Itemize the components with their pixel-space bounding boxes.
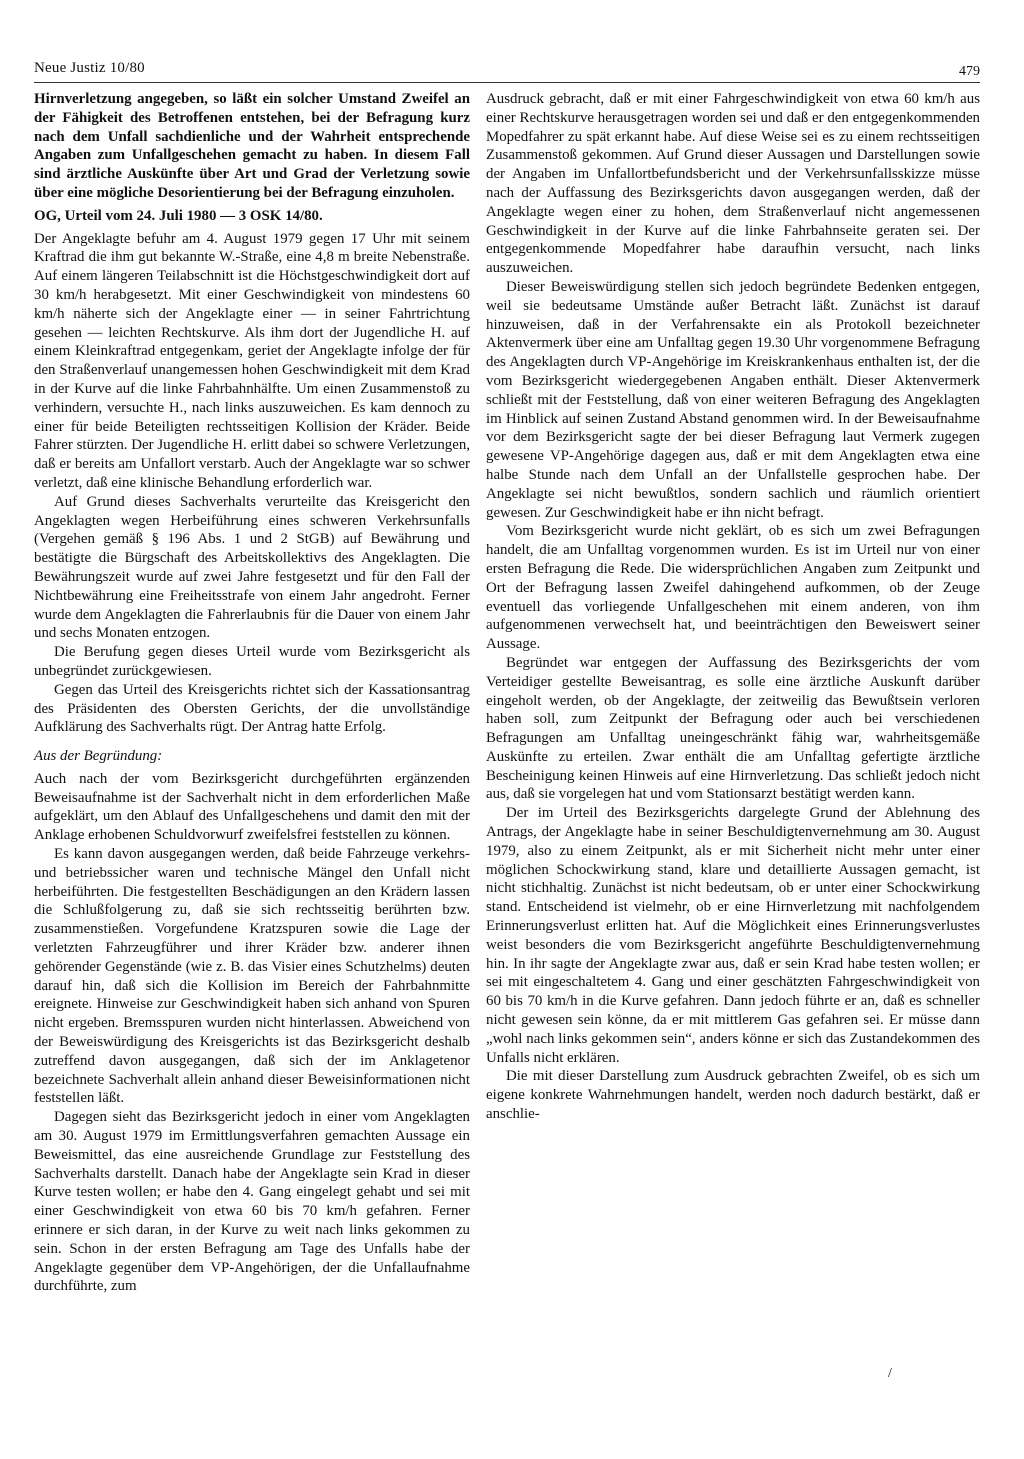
reasoning-paragraph: Der im Urteil des Bezirksgerichts dargelegte Grund der Ablehnung des Antrags, der Angeklagte habe in seiner Beschuldigtenvernehmung am 30. August 1979, also zu einem Zeitpunkt, als er mit Sicherheit nicht mehr unter einer möglichen Schockwirkung stand, klare und detaillierte Aussagen gemacht, ist nicht stichhaltig. Zunächst ist nicht bedeutsam, ob er unter einer Schockwirkung stand. Entscheidend ist vielmehr, ob er eine Hirnverletzung mit nachfolgendem Erinnerungsverlust erlitten hat. Auf die Möglichkeit eines Erinnerungsverlustes weist besonders die vom Bezirksgericht angeführte Beschuldigtenvernehmung hin. In ihr sagte der Angeklagte zwar aus, daß er sein Krad habe testen wollen; er sei mit eingeschaltetem 4. Gang und einer geschätzten Fahrgeschwindigkeit von 60 bis 70 km/h in die Kurve gefahren. Dann jedoch führte er an, daß es schneller nicht gewesen sein könne, da er mit mittlerem Gas gefahren sei. Er müsse dann „wohl nach links gekommen sein“, anders könne er sich das Zustandekommen des Unfalls nicht erklären.	[486, 805, 980, 1066]
facts-paragraph: Der Angeklagte befuhr am 4. August 1979 gegen 17 Uhr mit seinem Kraftrad die ihm gut bekannte W.-Straße, eine 4,8 m breite Nebenstraße. Auf einem längeren Teilabschnitt ist die Höchstgeschwindigkeit dort auf 30 km/h herabgesetzt. Mit einer Geschwindigkeit von mindestens 60 km/h näherte sich der Angeklagte einer — in seiner Fahrtrichtung gesehen — leichten Rechtskurve. Als ihm dort der Jugendliche H. auf einem Kleinkraftrad entgegenkam, geriet der Angeklagte infolge der für den Straßenverlauf unangemessen hohen Geschwindigkeit mit dem Krad in der Kurve auf die linke Fahrbahnhälfte. Um einen Zusammenstoß zu verhindern, versuchte H., nach links auszuweichen. Es kam dennoch zu einer für beide Beteiligten rechtsseitigen Kollision der Kräder. Beide Fahrer stürzten. Der Jugendliche H. erlitt dabei so schwere Verletzungen, daß er bereits am Unfallort verstarb. Auch der Angeklagte war so schwer verletzt, daß eine klinische Behandlung erforderlich war.	[34, 230, 470, 491]
court-citation: OG, Urteil vom 24. Juli 1980 — 3 OSK 14/80.	[34, 207, 323, 224]
reasoning-paragraph: Ausdruck gebracht, daß er mit einer Fahrgeschwindigkeit von etwa 60 km/h aus einer Rechtskurve herausgetragen worden sei und daß er den entgegenkommenden Mopedfahrer zu spät erkannt habe. Auf diese Weise sei es zu einem rechtsseitigen Zusammenstoß gekommen. Auf Grund dieser Aussagen und Darstellungen sowie der Angaben im Unfallortbefundsbericht und der Verkehrsunfallsskizze müsse nach der Auffassung des Bezirksgerichts davon ausgegangen werden, daß der Angeklagte wegen einer zu hohen, dem Straßenverlauf nicht angemessenen Geschwindigkeit in der Kurve auf die linke Fahrbahnseite geraten sei. Der entgegenkommende Mopedfahrer habe daraufhin versucht, nach links auszuweichen.	[486, 91, 980, 277]
margin-mark: /	[888, 1366, 892, 1381]
section-heading: Aus der Begründung:	[34, 748, 163, 765]
page-number: 479	[959, 64, 980, 79]
reasoning-paragraph: Vom Bezirksgericht wurde nicht geklärt, ob es sich um zwei Befragungen handelt, die am Unfalltag vorgenommen wurden. Es ist im Urteil nur von einer ersten Befragung die Rede. Die widersprüchlichen Angaben zum Zeitpunkt und Ort der Befragung lassen Zweifel dahingehend aufkommen, ob der Zeuge eventuell das vorliegende Unfallgeschehen mit einem anderen, von ihm aufgenommenen verwechselt hat, und beeinträchtigen den Beweiswert seiner Aussage.	[486, 523, 980, 653]
left-column	[34, 90, 470, 1296]
right-column	[486, 90, 980, 1124]
header-rule	[34, 82, 980, 83]
reasoning-paragraph: Es kann davon ausgegangen werden, daß beide Fahrzeuge verkehrs- und betriebssicher waren und technische Mängel den Unfall nicht herbeiführten. Die festgestellten Beschädigungen an den Krädern lassen die Schlußfolgerung zu, daß sie sich rechtsseitig berührten bzw. zusammenstießen. Vorgefundene Kratzspuren sowie die Lage der verletzten Fahrzeugführer und ihrer Kräder bzw. anderer ihnen gehörender Gegenstände (wie z. B. das Visier eines Schutzhelms) deuten darauf hin, daß sich die Kollision im Bereich der Fahrbahnmitte ereignete. Hinweise zur Geschwindigkeit haben sich anhand von Spuren nicht ergeben. Bremsspuren wurden nicht hinterlassen. Abweichend von der Beweiswürdigung des Kreisgerichts ist das Bezirksgericht deshalb zutreffend davon ausgegangen, daß sich der im Anklagetenor bezeichnete Sachverhalt allein anhand dieser Beweisinformationen nicht feststellen läßt.	[34, 846, 470, 1107]
facts-paragraph: Auf Grund dieses Sachverhalts verurteilte das Kreisgericht den Angeklagten wegen Herbeiführung eines schweren Verkehrsunfalls (Vergehen gemäß § 196 Abs. 1 und 2 StGB) auf Bewährung und bestätigte die Bürgschaft des Arbeitskollektivs des Angeklagten. Die Bewährungszeit wurde auf zwei Jahre festgesetzt und für den Fall der Nichtbewährung eine Freiheitsstrafe von einem Jahr angedroht. Ferner wurde dem Angeklagten die Fahrerlaubnis für die Dauer von einem Jahr und sechs Monaten entzogen.	[34, 493, 470, 642]
reasoning-paragraph: Die mit dieser Darstellung zum Ausdruck gebrachten Zweifel, ob es sich um eigene konkrete Wahrnehmungen handelt, werden noch dadurch bestärkt, daß er anschlie-	[486, 1068, 980, 1123]
headnote: Hirnverletzung angegeben, so läßt ein solcher Umstand Zweifel an der Fähigkeit des Betroffenen entstehen, bei der Befragung kurz nach dem Unfall sachdienliche und der Wahrheit entsprechende Angaben zum Unfallgeschehen gemacht zu haben. In diesem Fall sind ärztliche Auskünfte über Art und Grad der Verletzung sowie über eine mögliche Desorientierung bei der Befragung einzuholen.	[34, 91, 470, 201]
reasoning-paragraph: Auch nach der vom Bezirksgericht durchgeführten ergänzenden Beweisaufnahme ist der Sachverhalt nicht in dem erforderlichen Maße aufgeklärt, um den Ablauf des Unfallgeschehens und damit den mit der Anklage erhobenen Schuldvorwurf zweifelsfrei feststellen zu können.	[34, 770, 470, 844]
facts-paragraph: Die Berufung gegen dieses Urteil wurde vom Bezirksgericht als unbegründet zurückgewiesen.	[34, 644, 470, 679]
facts-paragraph: Gegen das Urteil des Kreisgerichts richtet sich der Kassationsantrag des Präsidenten des Obersten Gerichts, der die unvollständige Aufklärung des Sachverhalts rügt. Der Antrag hatte Erfolg.	[34, 681, 470, 736]
reasoning-paragraph: Dieser Beweiswürdigung stellen sich jedoch begründete Bedenken entgegen, weil sie bedeutsame Umstände außer Betracht läßt. Zunächst ist darauf hinzuweisen, daß in der Verfahrensakte ein als Protokoll bezeichneter Aktenvermerk über eine am Unfalltag gegen 19.30 Uhr vorgenommene Befragung des Angeklagten durch VP-Angehörige im Kreiskrankenhaus enthalten ist, der die vom Bezirksgericht wiedergegebenen Angaben enthält. Dieser Aktenvermerk schließt mit der Feststellung, daß von einer weiteren Befragung des Angeklagten im Hinblick auf seinen Zustand Abstand genommen wird. In der Beweisaufnahme vor dem Bezirksgericht sagte der bei dieser Befragung laut Vermerk zugegen gewesene VP-Angehörige dagegen aus, daß er mit dem Angeklagten etwa eine halbe Stunde nach dem Unfall an der Unfallstelle gesprochen habe. Der Angeklagte sei nicht bewußtlos, sondern sachlich und räumlich orientiert gewesen. Zur Geschwindigkeit habe er ihn nicht befragt.	[486, 278, 980, 521]
reasoning-paragraph: Dagegen sieht das Bezirksgericht jedoch in einer vom Angeklagten am 30. August 1979 im Ermittlungsverfahren gemachten Aussage ein Beweismittel, das eine ausreichende Grundlage zur Feststellung des Sachverhalts darstellt. Danach habe der Angeklagte sein Krad in dieser Kurve testen wollen; er habe den 4. Gang eingelegt gehabt und sei mit einer Geschwindigkeit von etwa 60 bis 70 km/h gefahren. Ferner erinnere er sich daran, in der Kurve zu weit nach links gekommen zu sein. Schon in der ersten Befragung am Tage des Unfalls habe der Angeklagte gegenüber dem VP-Angehörigen, der die Unfallaufnahme durchführte, zum	[34, 1109, 470, 1295]
reasoning-paragraph: Begründet war entgegen der Auffassung des Bezirksgerichts der vom Verteidiger gestellte Beweisantrag, es solle eine ärztliche Auskunft darüber eingeholt werden, ob der Angeklagte, der zeitweilig das Bewußtsein verloren haben soll, zum Zeitpunkt der Befragung oder auch bei verschiedenen Befragungen am Unfalltag uneingeschränkt fähig war, wahrheitsgemäße Auskünfte zu erteilen. Zwar enthält die am Unfalltag gefertigte ärztliche Bescheinigung keinen Hinweis auf eine Hirnverletzung. Das schließt jedoch nicht aus, daß sie vorgelegen hat und vom Stationsarzt bestätigt werden kann.	[486, 654, 980, 803]
journal-title: Neue Justiz 10/80	[34, 60, 145, 76]
